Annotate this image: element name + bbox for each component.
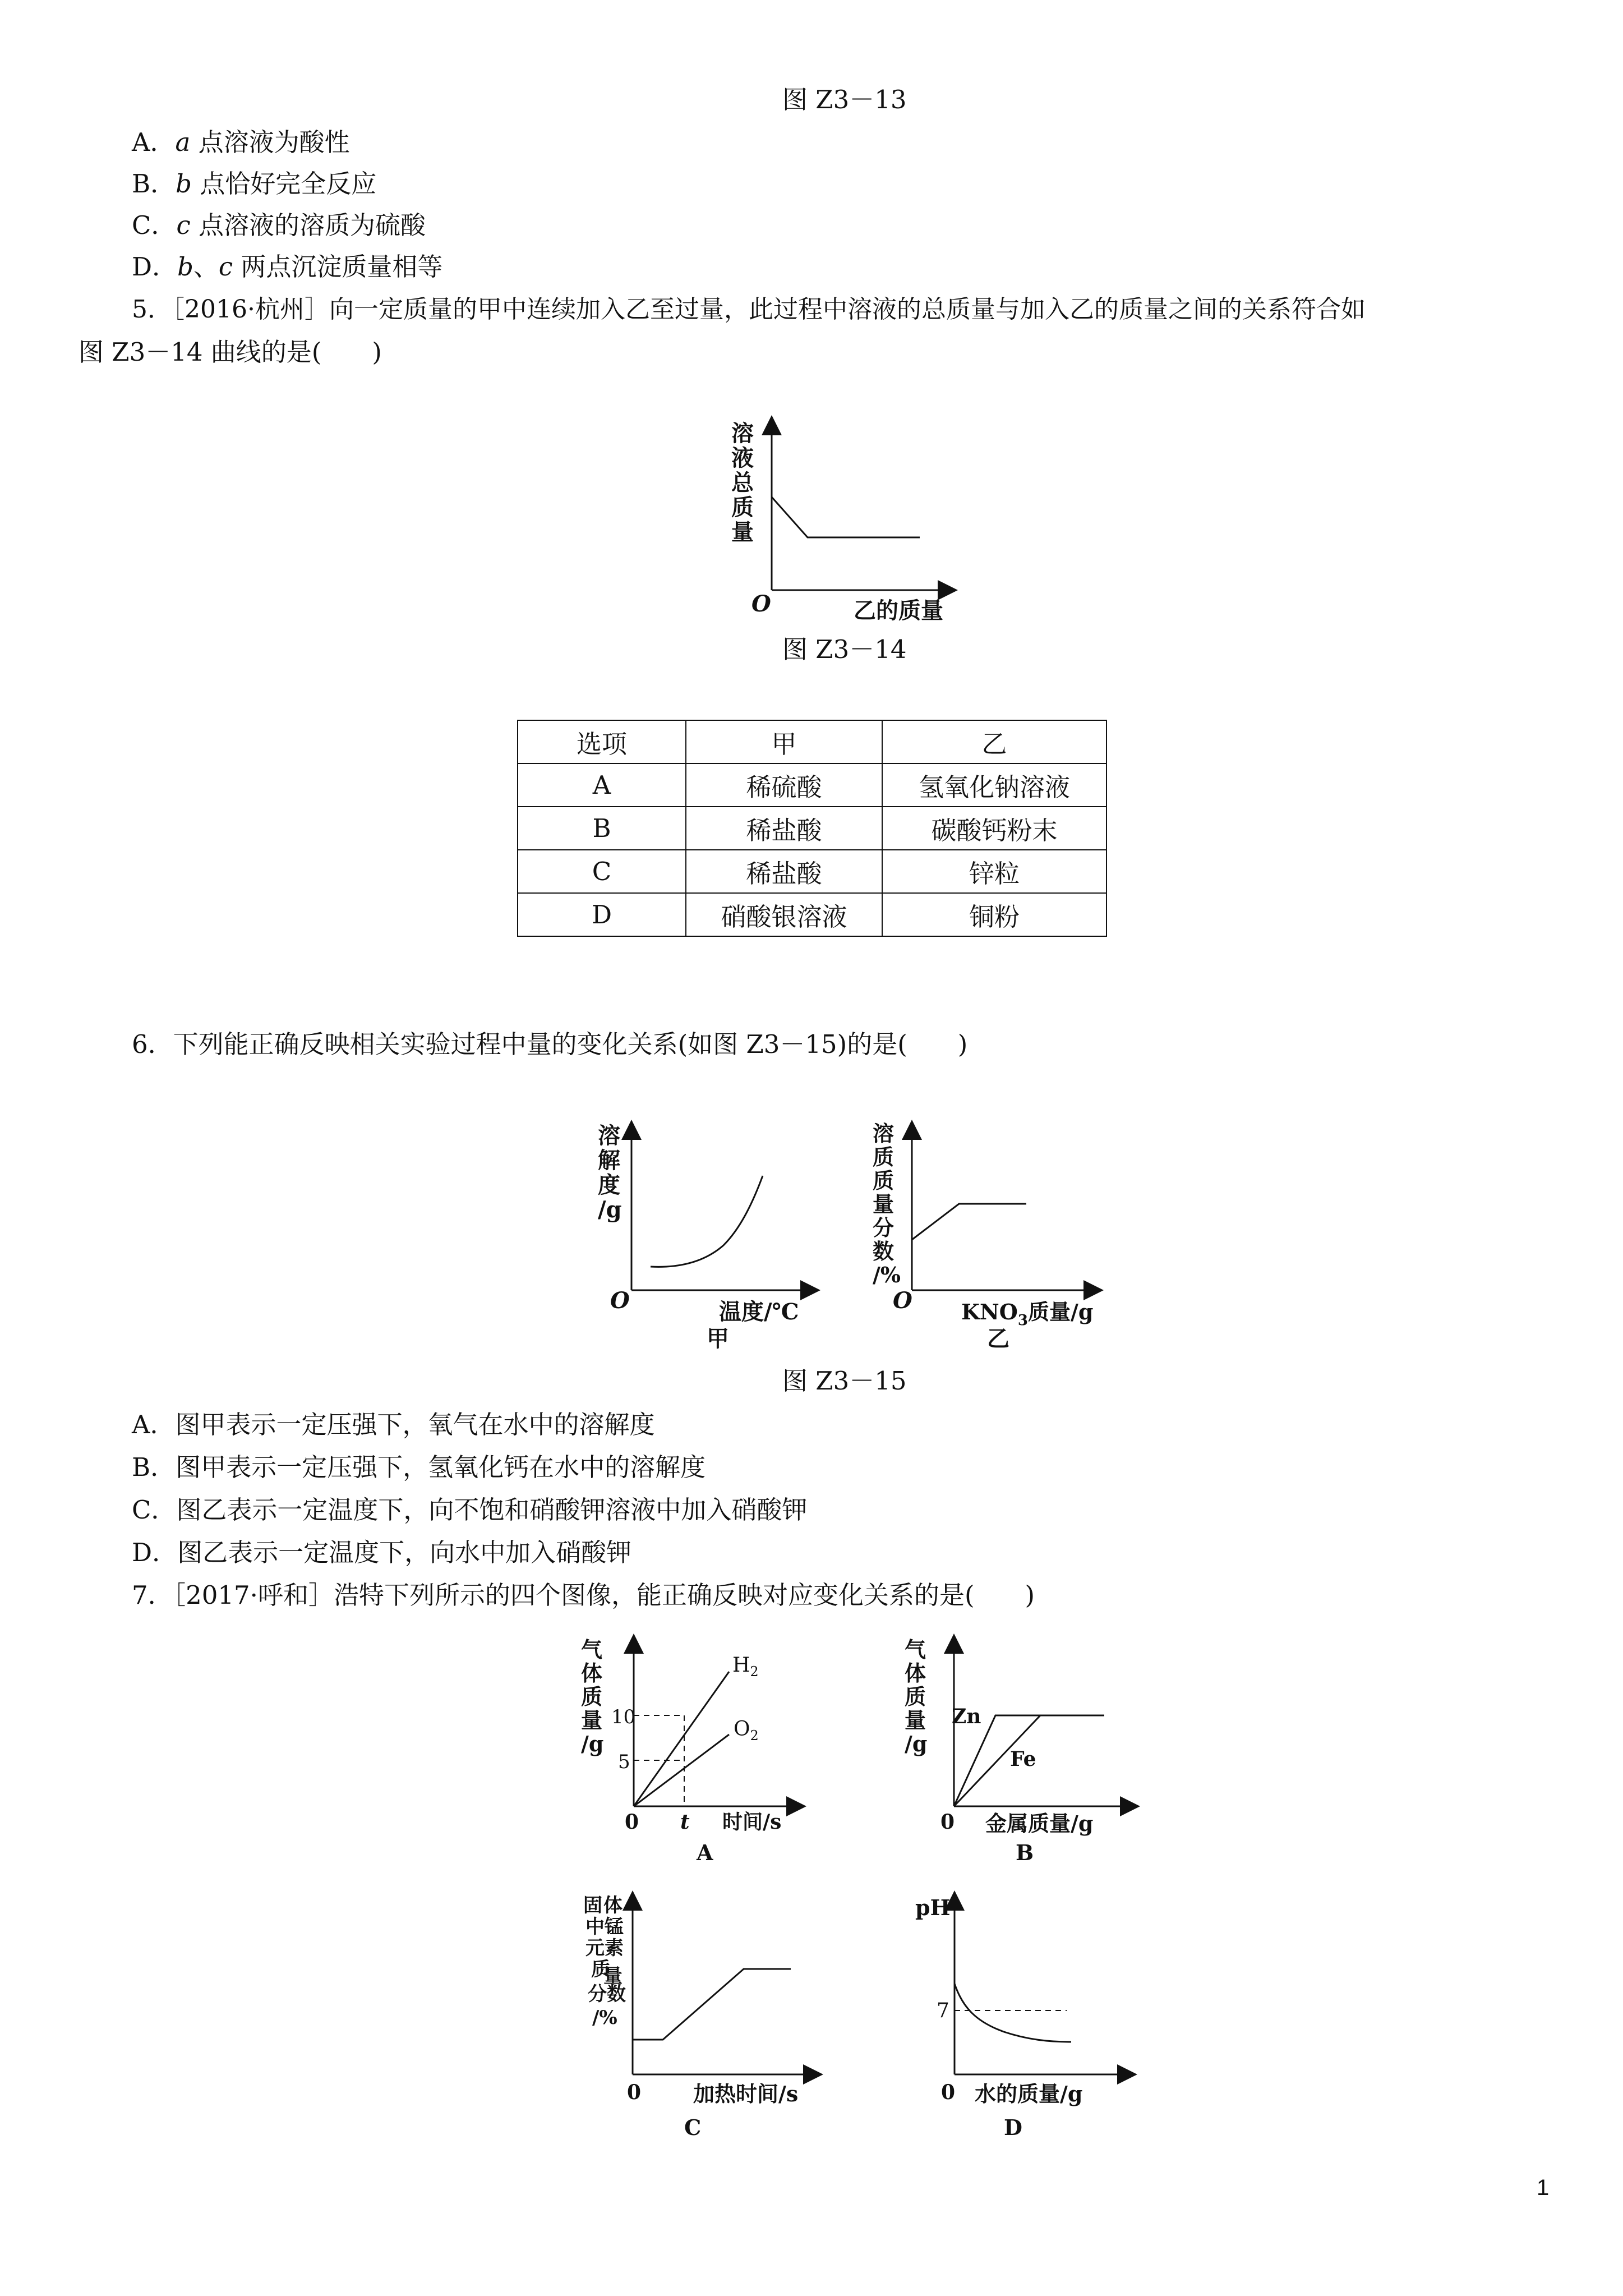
y-axis-label [873, 1121, 901, 1287]
svg-text:分: 分 [873, 1215, 895, 1240]
y-tick-7: 7 [937, 1999, 949, 2022]
svg-text:量: 量 [731, 519, 754, 545]
svg-text:解: 解 [598, 1147, 620, 1174]
graph-d [897, 1889, 1144, 2147]
table-header-row [518, 720, 1106, 763]
y-tick-5: 5 [618, 1751, 630, 1773]
h2-label: $H_2$ [732, 1654, 759, 1680]
svg-text:量: 量 [581, 1708, 603, 1733]
o2-line [634, 1734, 729, 1806]
table-cell: 碳酸钙粉末 [882, 807, 1106, 850]
svg-text:/%: /% [592, 2007, 617, 2029]
table-cell: A [518, 763, 686, 807]
q6-option-b: B．图甲表示一定压强下，氢氧化钙在水中的溶解度 [132, 1452, 706, 1482]
origin-label: 0 [625, 1810, 639, 1834]
q4-option-c: C．c 点溶液的溶质为硫酸 [132, 210, 426, 240]
svg-text:气: 气 [581, 1637, 603, 1662]
fe-label: Fe [1010, 1747, 1036, 1771]
table-header-cell: 乙 [882, 720, 1106, 763]
svg-text:数: 数 [607, 1983, 626, 2005]
svg-text:质: 质 [581, 1684, 603, 1709]
svg-text:量: 量 [873, 1191, 895, 1217]
table-cell: D [518, 893, 686, 936]
q5-stem-line1: 5．［2016·杭州］向一定质量的甲中连续加入乙至过量，此过程中溶液的总质量与加入乙的质量之间的关系符合如 [132, 295, 1366, 324]
graph-name-d: D [1004, 2115, 1022, 2140]
q6-stem: 6．下列能正确反映相关实验过程中量的变化关系(如图 Z3－15)的是( ) [132, 1029, 968, 1059]
svg-text:分: 分 [588, 1983, 607, 2005]
x-axis-label: 水的质量/g [975, 2081, 1083, 2106]
options-table [517, 720, 1107, 937]
svg-text:度: 度 [598, 1172, 620, 1198]
svg-text:体: 体 [603, 1894, 623, 1917]
graph-c [578, 1889, 824, 2147]
table-cell: 氢氧化钠溶液 [882, 763, 1106, 807]
svg-text:质: 质 [873, 1168, 895, 1193]
svg-text:/g: /g [905, 1731, 928, 1756]
origin-label: O [751, 591, 771, 617]
svg-text:量: 量 [905, 1708, 926, 1733]
origin-label: 0 [940, 1810, 955, 1834]
mass-fraction-curve [912, 1204, 1026, 1240]
figure-z3-15-yi-graph [858, 1116, 1105, 1363]
table-cell: C [518, 850, 686, 893]
q6-option-d: D．图乙表示一定温度下，向水中加入硝酸钾 [132, 1538, 632, 1567]
svg-text:质: 质 [591, 1958, 610, 1981]
table-header-cell: 甲 [686, 720, 882, 763]
svg-text:液: 液 [731, 445, 754, 471]
q6-option-c: C．图乙表示一定温度下，向不饱和硝酸钾溶液中加入硝酸钾 [132, 1495, 808, 1525]
figure-z3-14-graph [723, 415, 970, 628]
origin-label: 0 [941, 2081, 956, 2104]
q5-stem-line2: 图 Z3－14 曲线的是( ) [79, 337, 382, 367]
q4-option-d: D．b、c 两点沉淀质量相等 [132, 252, 443, 282]
q4-option-a: A．a 点溶液为酸性 [132, 127, 350, 157]
h2-line [634, 1672, 729, 1806]
x-axis-label: 加热时间/s [693, 2081, 799, 2106]
figure-caption-z3-15: 图 Z3－15 [782, 1366, 907, 1396]
graph-name-a: A [697, 1840, 713, 1865]
y-axis-label [581, 1637, 603, 1756]
y-axis-label [598, 1122, 622, 1223]
y-axis-label: pH [915, 1895, 951, 1920]
y-tick-10: 10 [611, 1706, 636, 1728]
graph-name-b: B [1016, 1840, 1034, 1865]
zn-label: Zn [952, 1705, 981, 1728]
y-axis-label [583, 1894, 626, 2029]
table-cell: B [518, 807, 686, 850]
svg-text:溶: 溶 [598, 1122, 620, 1149]
x-tick-t: t [680, 1810, 690, 1834]
graph-name-yi: 乙 [987, 1326, 1009, 1352]
x-axis-label: 金属质量/g [985, 1811, 1094, 1836]
svg-text:体: 体 [581, 1660, 603, 1686]
svg-text:量: 量 [603, 1965, 623, 1987]
graph-b [900, 1627, 1147, 1874]
table-cell: 稀硫酸 [686, 763, 882, 807]
table-cell: 稀盐酸 [686, 850, 882, 893]
svg-text:元: 元 [585, 1937, 605, 1959]
graph-a [566, 1627, 813, 1874]
svg-text:/g: /g [581, 1731, 604, 1756]
svg-text:数: 数 [873, 1239, 895, 1264]
y-axis-label [905, 1637, 927, 1756]
svg-text:溶: 溶 [873, 1121, 895, 1146]
origin-label: O [893, 1287, 912, 1314]
origin-label: 0 [627, 2081, 642, 2104]
graph-name-c: C [684, 2115, 702, 2140]
figure-caption-z3-13: 图 Z3－13 [782, 85, 907, 114]
x-axis-label: 时间/s [722, 1810, 782, 1834]
svg-text:总: 总 [731, 470, 754, 496]
table-row [518, 763, 1106, 807]
x-axis-label: $KNO_3$质量/g [961, 1299, 1094, 1329]
table-row [518, 807, 1106, 850]
q7-stem: 7．［2017·呼和］浩特下列所示的四个图像，能正确反映对应变化关系的是( ) [132, 1580, 1035, 1610]
x-axis-label: 温度/℃ [719, 1299, 799, 1325]
svg-text:锰: 锰 [605, 1916, 624, 1938]
table-row [518, 893, 1106, 936]
svg-text:质: 质 [905, 1684, 926, 1709]
page-number: 1 [1537, 2175, 1550, 2200]
ph-curve [955, 1984, 1071, 2042]
table-cell: 铜粉 [882, 893, 1106, 936]
table-header-cell: 选项 [518, 720, 686, 763]
graph-name-jia: 甲 [707, 1326, 729, 1352]
svg-text:气: 气 [905, 1637, 926, 1662]
svg-text:素: 素 [605, 1937, 624, 1959]
x-axis-label: 乙的质量 [854, 597, 943, 624]
table-cell: 硝酸银溶液 [686, 893, 882, 936]
svg-text:体: 体 [905, 1660, 926, 1686]
svg-text:溶: 溶 [731, 420, 754, 447]
q6-option-a: A．图甲表示一定压强下，氧气在水中的溶解度 [132, 1410, 655, 1439]
q4-option-b: B．b 点恰好完全反应 [132, 169, 377, 199]
svg-text:中: 中 [585, 1916, 605, 1938]
figure-z3-15-jia-graph [589, 1116, 824, 1363]
mn-fraction-line [633, 1969, 791, 2040]
y-axis-label [731, 420, 754, 545]
svg-text:质: 质 [873, 1144, 895, 1170]
table-cell: 锌粒 [882, 850, 1106, 893]
o2-label: $O_2$ [734, 1718, 759, 1743]
figure-caption-z3-14: 图 Z3－14 [782, 634, 907, 664]
solubility-curve [651, 1176, 763, 1267]
mass-curve [772, 497, 920, 537]
table-row [518, 850, 1106, 893]
svg-text:/g: /g [598, 1197, 622, 1223]
table-cell: 稀盐酸 [686, 807, 882, 850]
svg-text:固: 固 [583, 1894, 602, 1917]
origin-label: O [610, 1287, 630, 1314]
svg-text:/%: /% [873, 1262, 901, 1287]
svg-text:质: 质 [731, 494, 754, 521]
